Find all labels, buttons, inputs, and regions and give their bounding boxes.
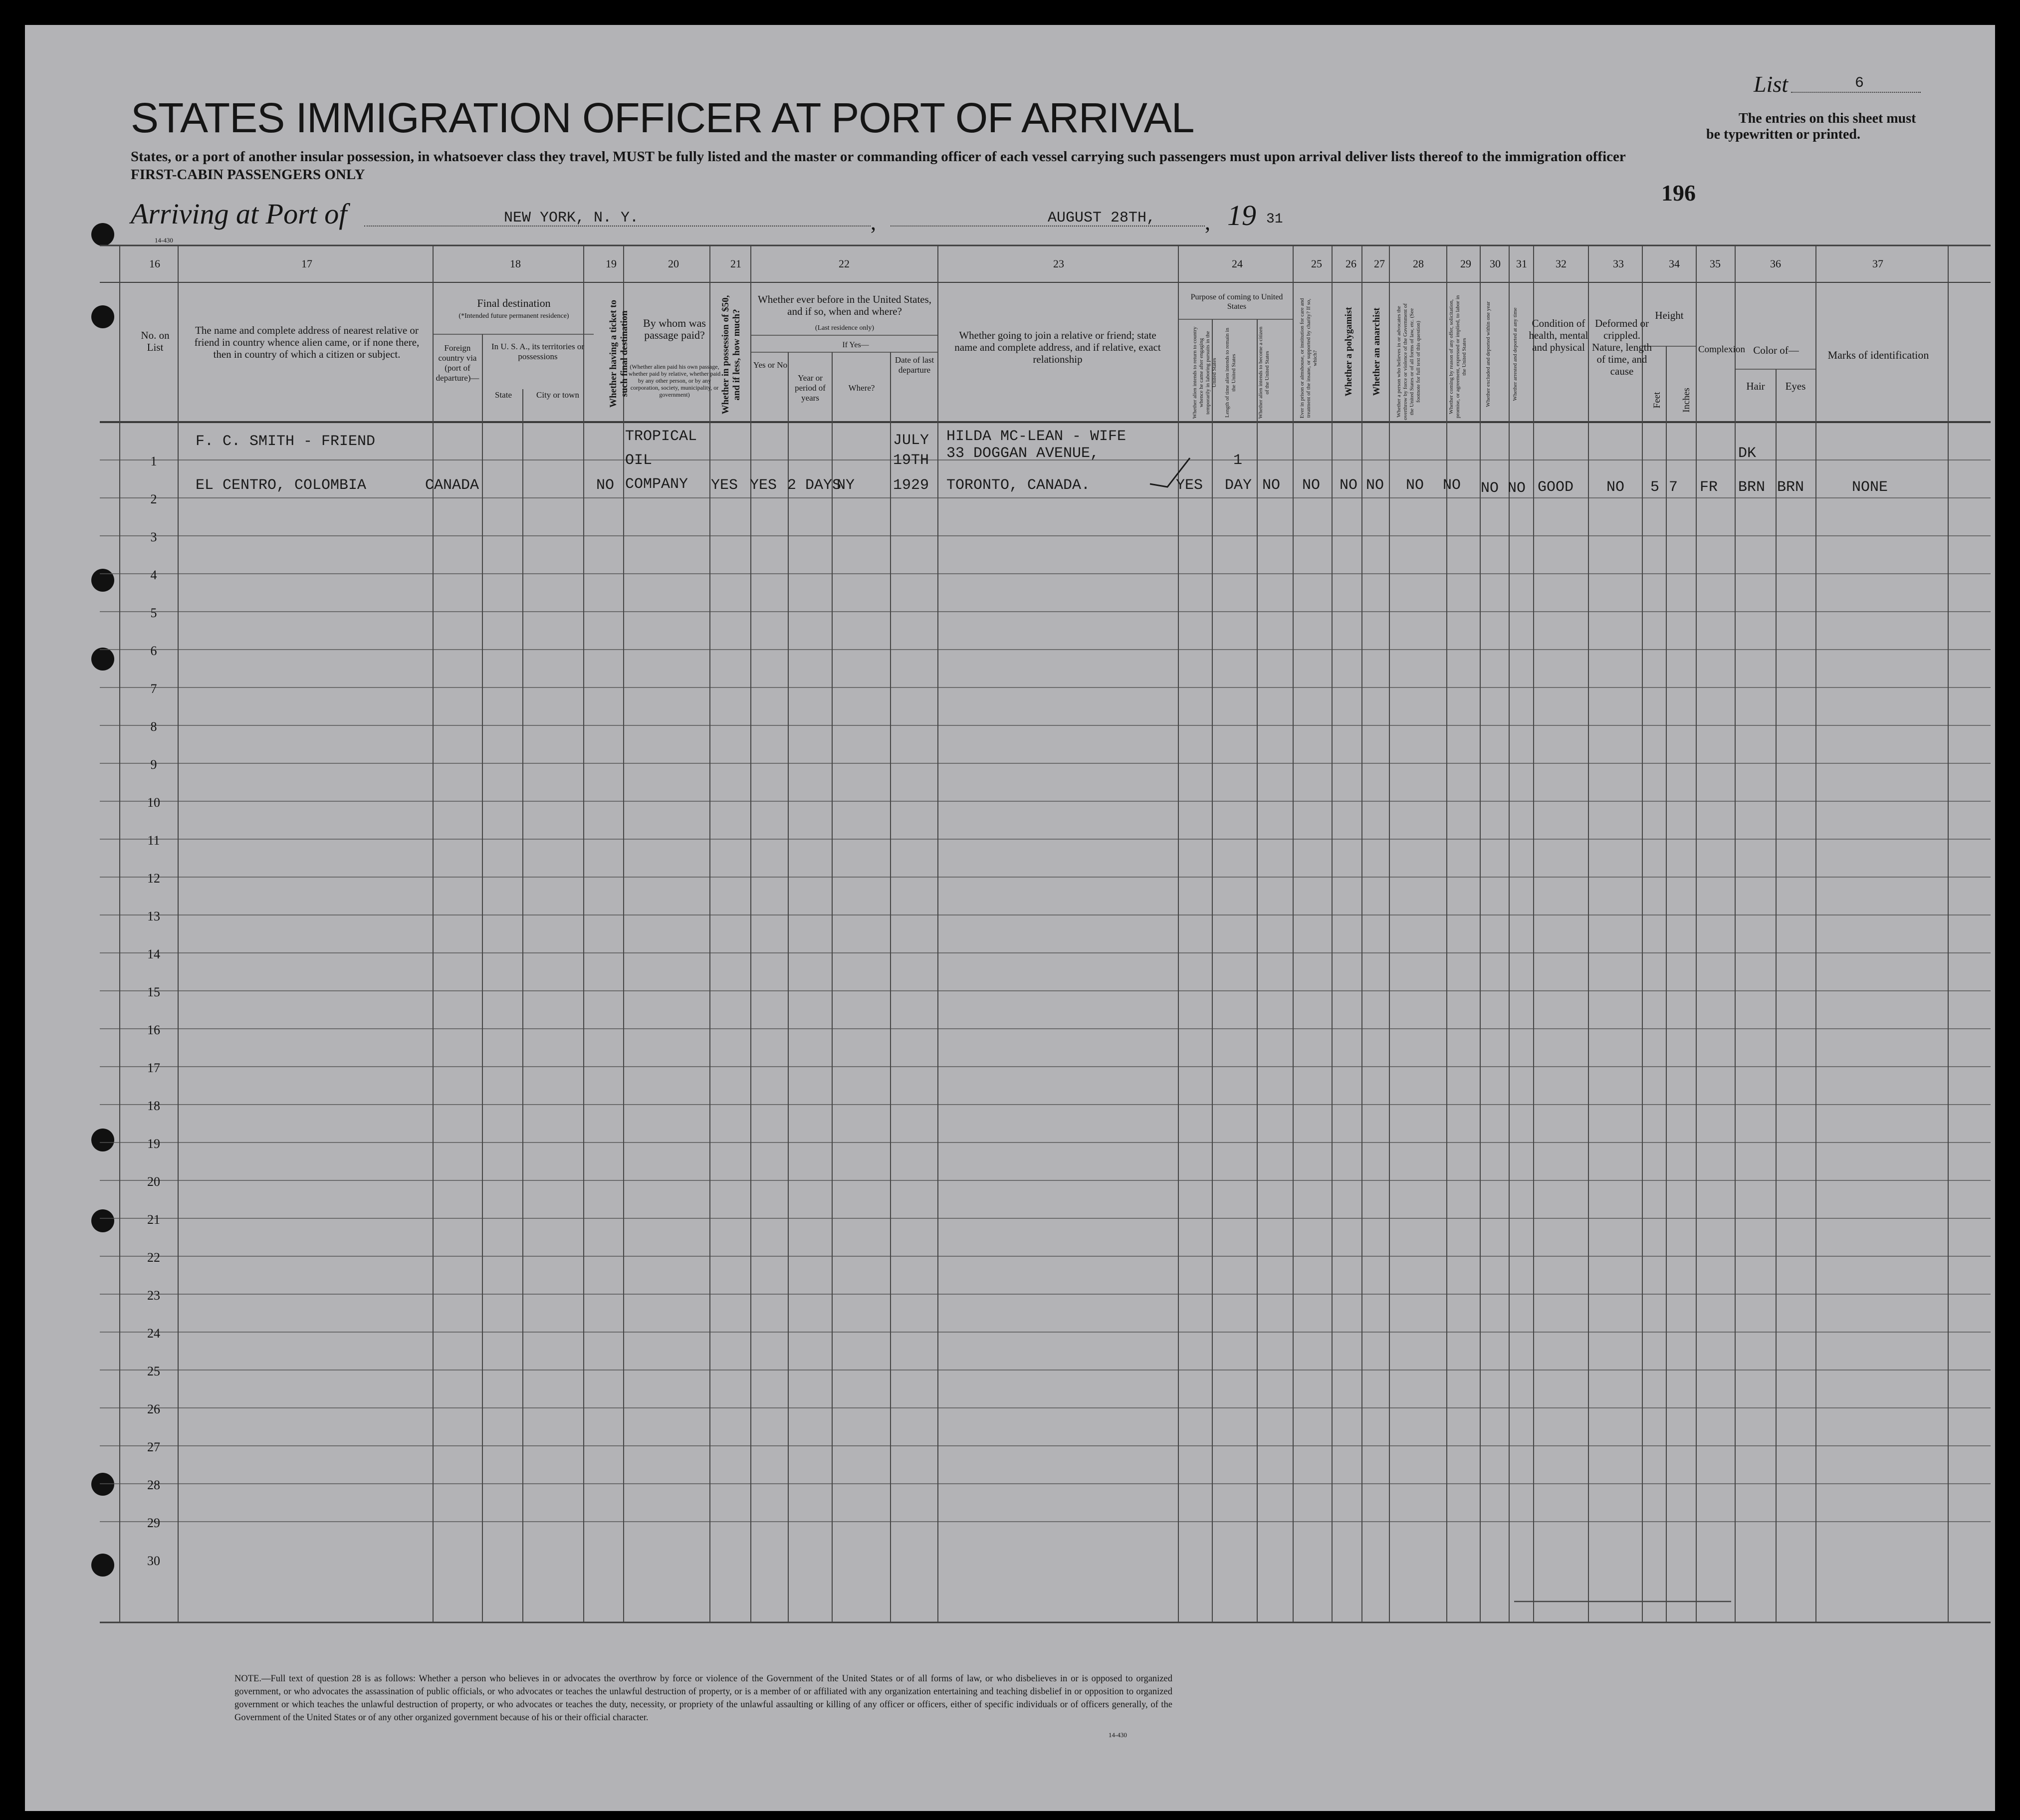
arrival-date: AUGUST 28TH, xyxy=(1048,210,1156,227)
fifty-dollars-answer: YES xyxy=(711,477,738,494)
comma: , xyxy=(871,210,876,234)
header-ever-before-sub: (Last residence only) xyxy=(815,324,875,332)
row-number: 6 xyxy=(150,644,157,658)
overthrow-answer: NO xyxy=(1406,477,1424,494)
health-answer: GOOD xyxy=(1538,479,1574,496)
last-departure-date: JULY xyxy=(893,432,929,449)
row-number: 7 xyxy=(150,682,157,696)
header-purpose: Purpose of coming to United States xyxy=(1190,293,1283,311)
complexion-answer: FR xyxy=(1700,479,1718,496)
header-complexion: Complexion xyxy=(1698,344,1745,355)
row-number: 12 xyxy=(147,871,160,886)
length-of-stay-unit: DAY xyxy=(1225,477,1252,494)
header-passage-paid: By whom was passage paid? xyxy=(643,317,706,341)
first-cabin-label: FIRST-CABIN PASSENGERS ONLY xyxy=(131,167,365,183)
row-number: 30 xyxy=(147,1554,160,1568)
column-number: 21 xyxy=(730,257,741,270)
arrested-answer: NO xyxy=(1508,480,1526,497)
period-of-years: 2 DAYS xyxy=(787,477,842,494)
relative-address: EL CENTRO, COLOMBIA xyxy=(196,477,367,494)
column-number: 35 xyxy=(1710,257,1721,270)
foreign-country: CANADA xyxy=(425,477,479,494)
excluded-answer: NO xyxy=(1481,480,1499,497)
header-eyes: Eyes xyxy=(1785,380,1806,392)
last-departure-date: 1929 xyxy=(893,477,929,494)
header-period: Year or period of years xyxy=(795,373,826,403)
offer-answer: NO xyxy=(1443,477,1461,494)
joining-relative: HILDA MC-LEAN - WIFE xyxy=(946,428,1126,445)
row-number: 17 xyxy=(147,1061,160,1075)
list-label: List xyxy=(1754,71,1789,97)
column-number: 27 xyxy=(1374,257,1385,270)
column-number: 32 xyxy=(1556,257,1567,270)
header-fifty-dollars: Whether in possession of $50, and if less, how much? xyxy=(720,295,742,415)
header-overthrow: Whether a person who believes in or advocates the overthrow by force or violence of the Government of the United States or of all forms of law, etc. (See footnote for full text of this question) xyxy=(1396,303,1421,420)
list-number: 6 xyxy=(1855,75,1864,92)
column-number: 33 xyxy=(1613,257,1624,270)
header-ever-before: Whether ever before in the United States, and if so, when and where? xyxy=(757,293,932,317)
column-number: 18 xyxy=(510,257,521,270)
form-code-bottom: 14-430 xyxy=(1109,1731,1127,1739)
page-title: STATES IMMIGRATION OFFICER AT PORT OF ARRIVAL xyxy=(131,94,1194,141)
row-number: 15 xyxy=(147,985,160,999)
header-health: Condition of health, mental and physical xyxy=(1529,317,1588,353)
instructions-text: States, or a port of another insular possession, in whatsoever class they travel, MUST be fully listed and the master or commanding officer of each vessel carrying such passengers must upon arrival deliver lists thereof to the immigration officer xyxy=(131,149,1626,165)
row-number: 27 xyxy=(147,1440,160,1454)
column-number: 23 xyxy=(1053,257,1064,270)
header-purpose-citizen: Whether alien intends to become a citizen of the United States xyxy=(1258,326,1270,419)
prison-answer: NO xyxy=(1302,477,1321,494)
deformed-answer: NO xyxy=(1606,479,1625,496)
header-anarchist: Whether an anarchist xyxy=(1371,307,1382,396)
row-number: 4 xyxy=(150,568,157,582)
row-number: 23 xyxy=(147,1288,160,1303)
header-state: State xyxy=(495,390,512,400)
row-number: 8 xyxy=(150,719,157,734)
citizen-answer: NO xyxy=(1262,477,1281,494)
hair-color: DK xyxy=(1738,445,1757,462)
row-number: 2 xyxy=(150,492,157,506)
column-number: 20 xyxy=(668,257,679,270)
header-going-to-join: Whether going to join a relative or friend; state name and complete address, and if relative, exact relationship xyxy=(954,329,1161,365)
column-number: 29 xyxy=(1460,257,1471,270)
last-departure-date: 19TH xyxy=(893,452,929,469)
header-in-usa: In U. S. A., its territories or possessions xyxy=(491,342,585,361)
entries-note: be typewritten or printed. xyxy=(1706,127,1860,142)
form-code: 14-430 xyxy=(155,236,173,244)
row-number: 22 xyxy=(147,1250,160,1265)
header-hair: Hair xyxy=(1746,380,1765,392)
comma: , xyxy=(1205,210,1210,234)
column-number: 28 xyxy=(1413,257,1424,270)
year-prefix: 19 xyxy=(1227,199,1256,231)
row-number: 16 xyxy=(147,1023,160,1037)
column-number: 22 xyxy=(839,257,850,270)
column-number: 16 xyxy=(149,257,160,270)
column-number: 17 xyxy=(301,257,312,270)
header-feet: Feet xyxy=(1652,392,1662,409)
header-final-destination: Final destination xyxy=(477,297,551,309)
hair-color: BRN xyxy=(1738,479,1766,496)
row-number: 10 xyxy=(147,795,160,810)
where-answer: NY xyxy=(837,477,855,494)
row-number: 21 xyxy=(147,1212,160,1227)
row-number: 26 xyxy=(147,1402,160,1416)
header-where: Where? xyxy=(848,383,875,393)
passage-paid-by: TROPICAL xyxy=(625,428,697,445)
passage-paid-by: COMPANY xyxy=(625,476,688,493)
row-number: 5 xyxy=(150,606,157,620)
joining-address: 33 DOGGAN AVENUE, xyxy=(946,445,1100,462)
column-number: 26 xyxy=(1346,257,1356,270)
row-number: 11 xyxy=(147,833,160,848)
polygamist-answer: NO xyxy=(1340,477,1358,494)
header-offer: Whether coming by reason of any offer, solicitation, promise, or agreement, expressed or implied, to labor in the United States xyxy=(1448,295,1467,419)
row-number: 3 xyxy=(150,530,157,544)
column-number: 36 xyxy=(1770,257,1781,270)
row-number: 28 xyxy=(147,1478,160,1492)
entries-note: The entries on this sheet must xyxy=(1739,111,1916,126)
column-number: 19 xyxy=(606,257,617,270)
row-number: 19 xyxy=(147,1137,160,1151)
header-final-destination-sub: (*Intended future permanent residence) xyxy=(458,312,569,320)
marks-answer: NONE xyxy=(1852,479,1888,496)
column-number: 24 xyxy=(1232,257,1243,270)
header-yes-or-no: Yes or No xyxy=(753,360,788,370)
header-purpose-length: Length of time alien intends to remain in the United States xyxy=(1224,328,1237,418)
column-number: 25 xyxy=(1311,257,1322,270)
length-of-stay: 1 xyxy=(1233,452,1243,469)
relative-name: F. C. SMITH - FRIEND xyxy=(196,433,376,450)
header-city: City or town xyxy=(536,390,579,400)
row-number: 1 xyxy=(150,454,157,468)
row-number: 18 xyxy=(147,1099,160,1113)
year-suffix: 31 xyxy=(1266,212,1283,227)
row-number: 25 xyxy=(147,1364,160,1378)
column-number: 31 xyxy=(1516,257,1527,270)
arriving-label: Arriving at Port of xyxy=(131,198,347,230)
row-number: 13 xyxy=(147,909,160,923)
header-excluded: Whether excluded and deported within one year xyxy=(1485,301,1491,407)
row-number: 24 xyxy=(147,1326,160,1341)
header-marks: Marks of identification xyxy=(1827,349,1929,361)
header-no-on-list: No. on List xyxy=(141,329,170,353)
header-passage-paid-sub: (Whether alien paid his own passage, whether paid by relative, whether paid by any other person, or by any corporation, society, municipality, or government) xyxy=(628,363,721,398)
column-number: 30 xyxy=(1490,257,1501,270)
header-nearest-relative: The name and complete address of nearest relative or friend in country whence alien came, or if none there, then in country of which a citizen or subject. xyxy=(194,324,420,360)
header-ticket: Whether having a ticket to such final destination xyxy=(608,299,630,408)
footnote: NOTE.—Full text of question 28 is as follows: Whether a person who believes in or advocates the overthrow by force or violence of the Government of the United States or of all forms of law, or who disbelieves in or is opposed to organized government, or who advocates the assassination of public officials, or who advocates or teaches the unlawful destruction of property, or is a member of or affiliated with any organization entertaining and teaching disbelief in or opposition to organized government or which teaches the unlawful destruction of property, or who advocates or teaches the duty, necessity, or propriety of the unlawful assaulting or killing of any officer or officers, either of specific individuals or of officers generally, of the Government of the United States or of any other organized government because of his or their official character. xyxy=(234,1674,1172,1723)
eye-color: BRN xyxy=(1777,479,1804,496)
header-height: Height xyxy=(1655,309,1684,321)
passage-paid-by: OIL xyxy=(625,452,653,469)
header-arrested: Whether arrested and deported at any time xyxy=(1512,307,1518,401)
anarchist-answer: NO xyxy=(1366,477,1384,494)
purpose-answer: YES xyxy=(1176,477,1203,494)
port-value: NEW YORK, N. Y. xyxy=(504,210,639,227)
row-number: 9 xyxy=(150,757,157,772)
ticket-answer: NO xyxy=(596,477,615,494)
header-deformed: Deformed or crippled. Nature, length of time, and cause xyxy=(1591,317,1652,377)
column-number: 34 xyxy=(1669,257,1680,270)
height-feet: 5 xyxy=(1650,479,1660,496)
header-foreign-country: Foreign country via (port of departure)— xyxy=(436,343,479,383)
header-color-of: Color of— xyxy=(1753,344,1799,356)
header-purpose-return: Whether alien intends to return to country whence he came after engaging temporarily in laboring pursuits in the United States xyxy=(1192,326,1217,419)
joining-city: TORONTO, CANADA. xyxy=(946,477,1091,494)
height-inches: 7 xyxy=(1669,479,1678,496)
header-inches: Inches xyxy=(1681,388,1692,413)
header-polygamist: Whether a polygamist xyxy=(1344,307,1354,397)
column-number: 37 xyxy=(1872,257,1883,270)
header-if-yes: If Yes— xyxy=(842,341,869,349)
header-prison: Ever in prison or almshouse, or institution for care and treatment of the insane, or supported by charity? If so, which? xyxy=(1299,298,1318,419)
header-date-departure: Date of last departure xyxy=(895,355,934,375)
row-number: 29 xyxy=(147,1516,160,1530)
row-number: 20 xyxy=(147,1174,160,1189)
row-number: 14 xyxy=(147,947,160,961)
page-stamp-number: 196 xyxy=(1661,180,1696,206)
ever-before-answer: YES xyxy=(750,477,777,494)
